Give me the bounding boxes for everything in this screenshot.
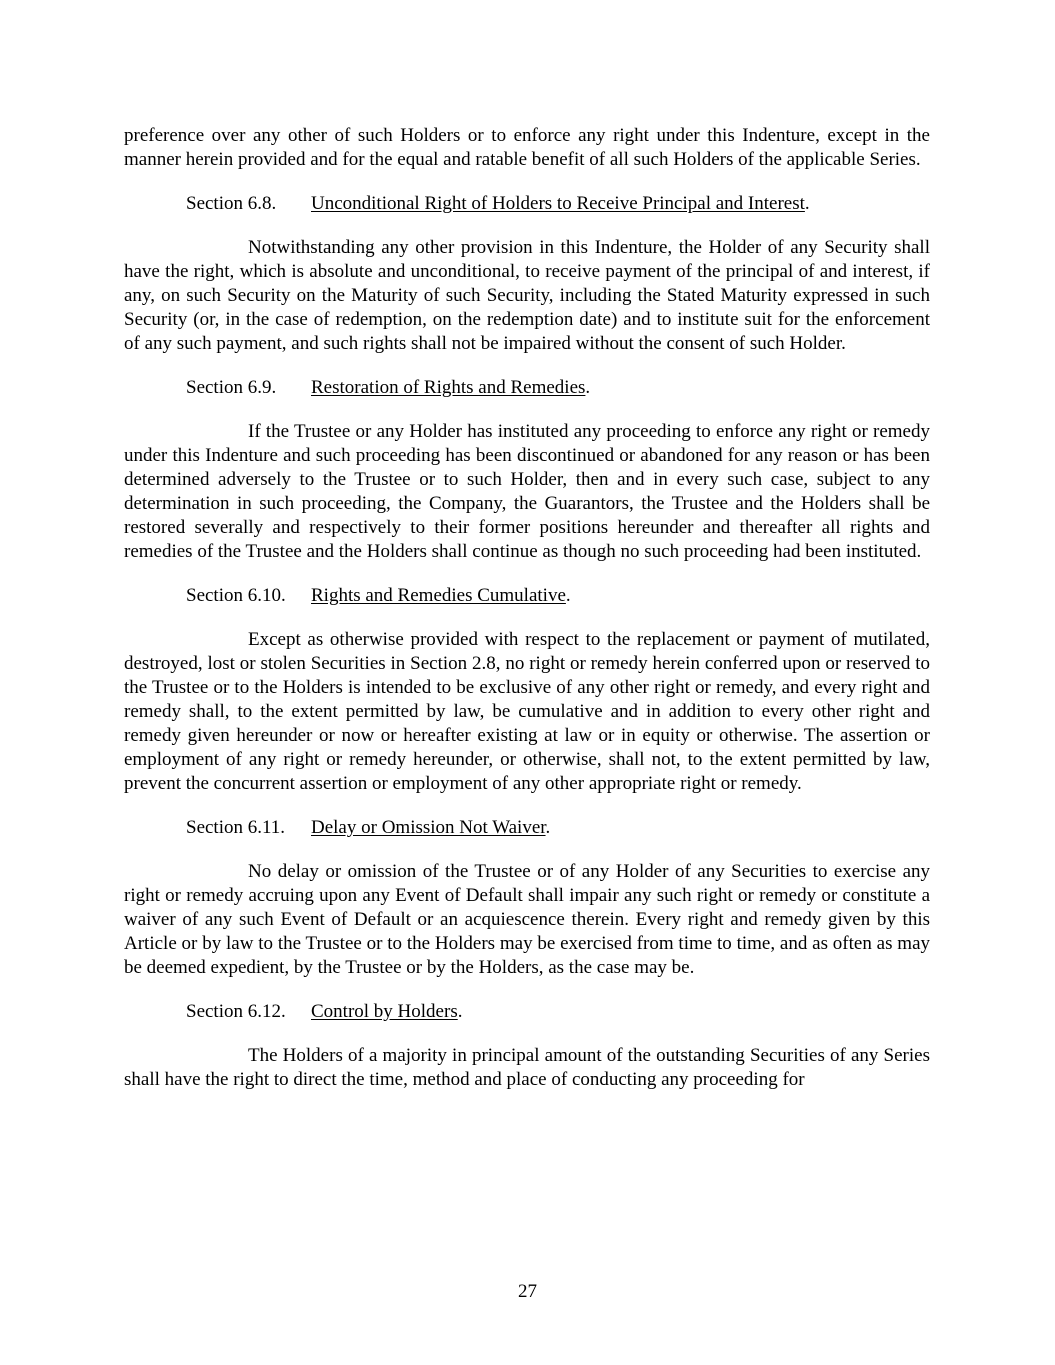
section-number: Section 6.11. (186, 817, 286, 838)
section-title: Control by Holders (311, 1001, 458, 1022)
document-page (124, 124, 930, 1112)
section-heading-6-8 (124, 192, 930, 216)
section-title: Unconditional Right of Holders to Receive Principal and Interest (311, 193, 805, 214)
section-number: Section 6.12. (186, 1001, 286, 1022)
section-heading-6-12 (124, 1000, 930, 1024)
paragraph-continuation: preference over any other of such Holders or to enforce any right under this Indenture, except in the manner herein provided and for the equal and ratable benefit of all such Holders of the applicable Series. (124, 125, 930, 170)
section-title: Delay or Omission Not Waiver (311, 817, 546, 838)
section-heading-6-11 (124, 816, 930, 840)
section-heading-6-10 (124, 584, 930, 608)
section-title-period: . (804, 193, 810, 214)
section-body-6-11: No delay or omission of the Trustee or of any Holder of any Securities to exercise any right or remedy accruing upon any Event of Default shall impair any such right or remedy or constitute a waiver of any such Event of Default or an acquiescence therein. Every right and remedy given by this Article or by law to the Trustee or to the Holders may be exercised from time to time, and as often as may be deemed expedient, by the Trustee or by the Holders, as the case may be. (124, 861, 930, 978)
section-title-period: . (585, 377, 591, 398)
section-title: Restoration of Rights and Remedies (311, 377, 586, 398)
section-number: Section 6.10. (186, 585, 286, 606)
section-number: Section 6.8. (186, 193, 277, 214)
section-title-period: . (545, 817, 551, 838)
section-title-period: . (565, 585, 571, 606)
section-title: Rights and Remedies Cumulative (311, 585, 566, 606)
section-number: Section 6.9. (186, 377, 277, 398)
section-title-period: . (457, 1001, 463, 1022)
section-body-6-10: Except as otherwise provided with respect to the replacement or payment of mutilated, destroyed, lost or stolen Securities in Section 2.8, no right or remedy herein conferred upon or reserved to the Trustee or to the Holders is intended to be exclusive of any other right or remedy, and every right and remedy shall, to the extent permitted by law, be cumulative and in addition to every other right and remedy given hereunder or now or hereafter existing at law or in equity or otherwise. The assertion or employment of any right or remedy hereunder, or otherwise, shall not, to the extent permitted by law, prevent the concurrent assertion or employment of any other appropriate right or remedy. (124, 629, 930, 794)
page-number: 27 (518, 1281, 537, 1302)
section-heading-6-9 (124, 376, 930, 400)
section-body-6-9: If the Trustee or any Holder has instituted any proceeding to enforce any right or remedy under this Indenture and such proceeding has been discontinued or abandoned for any reason or has been determined adversely to the Trustee or to such Holder, then and in every such case, subject to any determination in such proceeding, the Company, the Guarantors, the Trustee and the Holders shall be restored severally and respectively to their former positions hereunder and thereafter all rights and remedies of the Trustee and the Holders shall continue as though no such proceeding had been instituted. (124, 421, 930, 562)
section-body-6-8: Notwithstanding any other provision in this Indenture, the Holder of any Security shall have the right, which is absolute and unconditional, to receive payment of the principal of and interest, if any, on such Security on the Maturity of such Security, including the Stated Maturity expressed in such Security (or, in the case of redemption, on the redemption date) and to institute suit for the enforcement of any such payment, and such rights shall not be impaired without the consent of such Holder. (124, 237, 930, 354)
section-body-6-12: The Holders of a majority in principal amount of the outstanding Securities of any Series shall have the right to direct the time, method and place of conducting any proceeding for (124, 1045, 930, 1090)
